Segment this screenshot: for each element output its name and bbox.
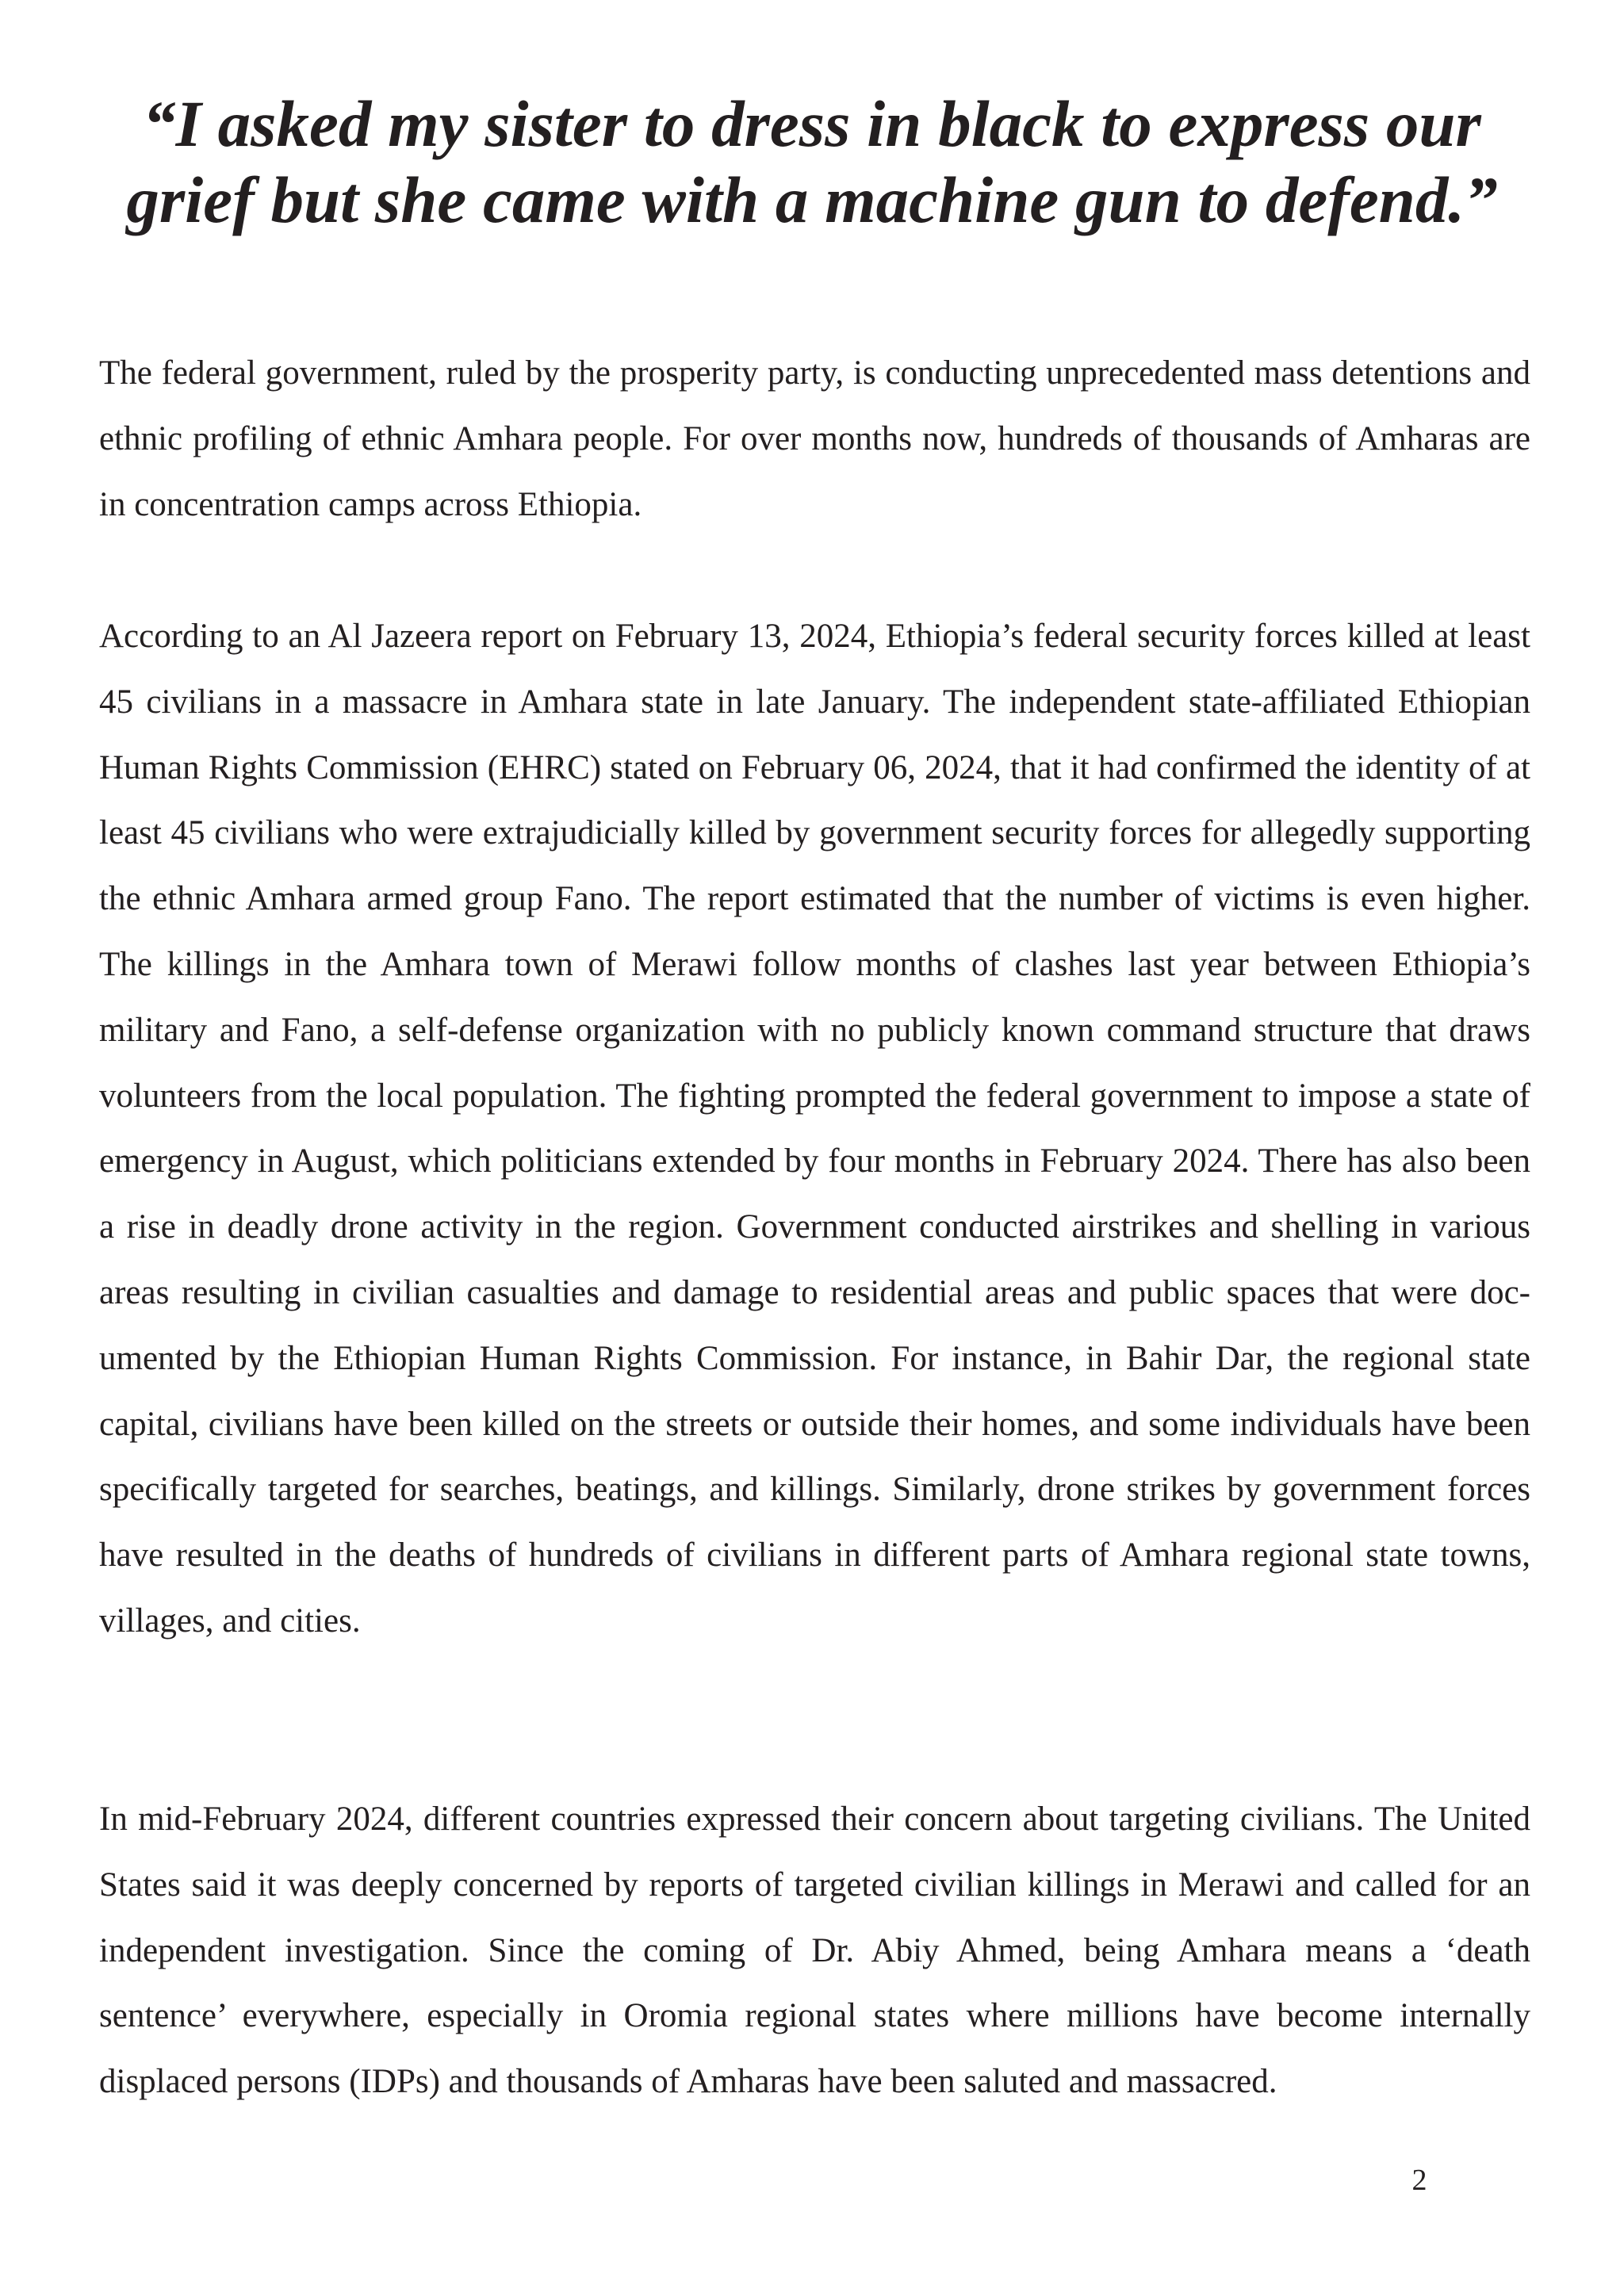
- body-paragraph-3: In mid-February 2024, different countries expressed their concern about targeting civilians. The United States said it was deeply concerned by reports of targeted civilian killings in Merawi and called for an independent investigation. Since the coming of Dr. Abiy Ahmed, being Amhara means a ‘death sentence’ everywhere, especially in Oromia regional states where millions have become internally displaced persons (IDPs) and thousands of Amharas have been saluted and massacred.: [99, 1800, 1530, 2101]
- headline-line-1: “I asked my sister to dress in black to express our: [143, 87, 1481, 160]
- body-paragraph-1: The federal government, ruled by the prosperity party, is conducting unprecedented mass detentions and ethnic profiling of ethnic Amhara people. For over months now, hundreds of thousands of Amharas are in concentration camps across Ethiopia.: [99, 354, 1530, 523]
- headline-quote: [87, 86, 1537, 238]
- body-paragraph-2: According to an Al Jazeera report on February 13, 2024, Ethiopia’s federal security forces killed at least 45 civilians in a massacre in Amhara state in late January. The independent state-affiliated Ethiopian Human Rights Commission (EHRC) stated on February 06, 2024, that it had confirmed the identity of at least 45 civilians who were extrajudicially killed by government security forces for allegedly supporting the ethnic Amhara armed group Fano. The report estimated that the number of victims is even higher. The killings in the Amhara town of Merawi follow months of clashes last year between Ethiopia’s military and Fano, a self-defense organization with no publicly known command structure that draws volunteers from the local population. The fighting prompted the federal government to impose a state of emergency in August, which politicians extended by four months in February 2024. There has also been a rise in deadly drone activity in the region. Government conducted airstrikes and shelling in various areas resulting in civilian casualties and damage to residential areas and public spaces that were documented by the Ethiopian Human Rights Commission. For instance, in Bahir Dar, the regional state capital, civilians have been killed on the streets or outside their homes, and some individuals have been specifically targeted for searches, beatings, and killings. Similarly, drone strikes by government forces have resulted in the deaths of hundreds of civilians in different parts of Amhara regional state towns, villages, and cities.: [99, 618, 1530, 1640]
- page-number: 2: [1411, 2164, 1427, 2197]
- headline-line-2: grief but she came with a machine gun to defend.”: [126, 163, 1498, 236]
